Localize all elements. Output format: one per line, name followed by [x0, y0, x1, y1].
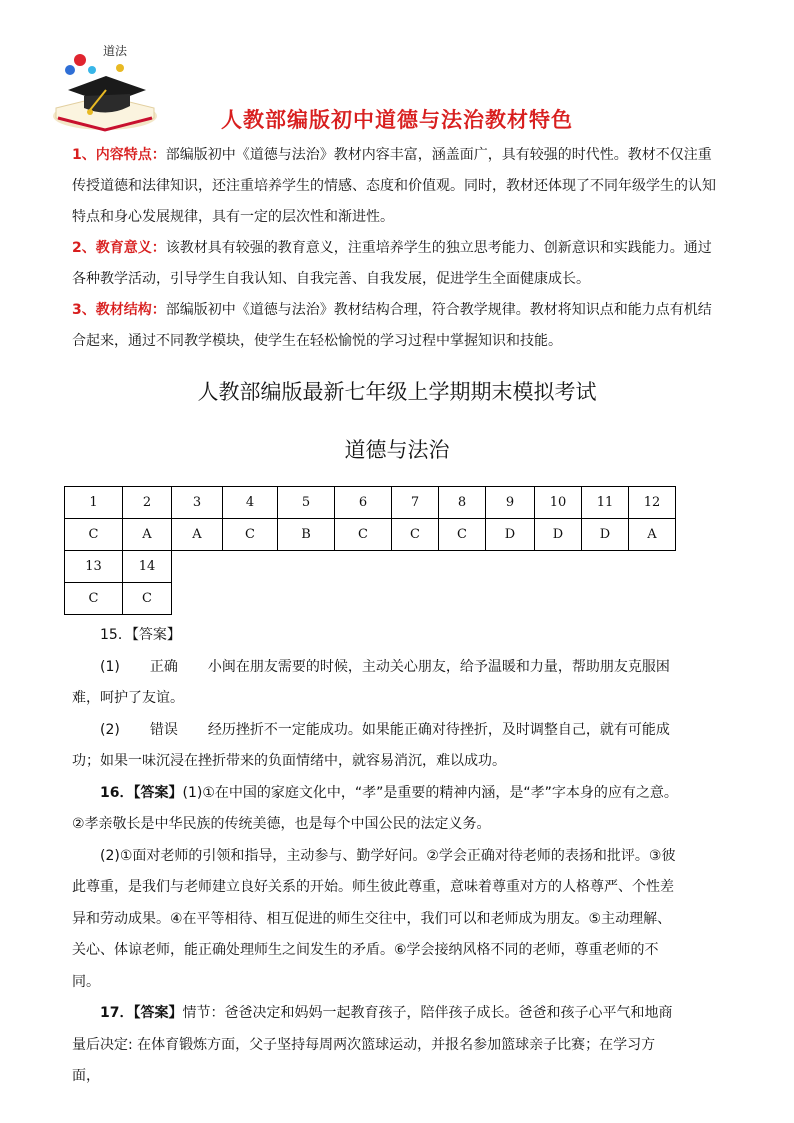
q16-answer-2: (2)①面对老师的引领和指导，主动参与、勤学好问。②学会正确对待老师的表扬和批评。③彼此尊重，是我们与老师建立良好关系的开始。师生彼此尊重，意味着尊重对方的人格尊严、个性差异和劳动成果。④在平等相待、相互促进的师生交往中，我们可以和老师成为朋友。⑤主动理解、关心、体谅老师，能正确处理师生之间发生的矛盾。⑥学会接纳风格不同的老师，尊重老师的不同。	[72, 847, 676, 990]
q15-heading: 15．【答案】	[100, 627, 181, 643]
question-number: 4	[223, 487, 278, 519]
answer-table-row-2	[64, 550, 172, 615]
answer-cell: C	[65, 519, 123, 551]
answer-cell: D	[535, 519, 582, 551]
answer-cell: D	[582, 519, 629, 551]
answer-text: 情节：爸爸决定和妈妈一起教育孩子，陪伴孩子成长。爸爸和孩子心平气和地商量后决定: 在体育锻炼方面，父子坚持每周两次篮球运动，并报名参加篮球亲子比赛；在学习方面，	[72, 1005, 673, 1084]
document-title: 人教部编版初中道德与法治教材特色	[221, 108, 573, 132]
q16-heading: 16．【答案】	[100, 784, 183, 801]
question-number: 9	[486, 487, 535, 519]
answer-cell: C	[223, 519, 278, 551]
answer-cell: C	[65, 583, 123, 615]
question-number: 1	[65, 487, 123, 519]
answer-text: (1)①在中国的家庭文化中，“孝”是重要的精神内涵，是“孝”字本身的应有之意。②孝亲敬长是中华民族的传统美德，也是每个中国公民的法定义务。	[72, 784, 678, 832]
intro-label: 1、内容特点：	[72, 147, 166, 163]
answer-cell: A	[123, 519, 172, 551]
question-number: 8	[439, 487, 486, 519]
question-number-row	[65, 487, 676, 519]
answer-cell: C	[392, 519, 439, 551]
intro-label: 2、教育意义：	[72, 240, 166, 256]
intro-paragraph-2	[72, 233, 722, 295]
question-number: 11	[582, 487, 629, 519]
answer-row	[65, 519, 676, 551]
answer-cell: D	[486, 519, 535, 551]
verdict: 正确	[149, 658, 178, 675]
exam-title: 人教部编版最新七年级上学期期末模拟考试	[197, 380, 597, 404]
question-number: 5	[278, 487, 335, 519]
answer-row	[65, 583, 172, 615]
answer-cell: B	[278, 519, 335, 551]
question-number: 6	[335, 487, 392, 519]
q17-answer	[72, 998, 678, 1093]
answer-body	[72, 620, 678, 1093]
answer-cell: A	[172, 519, 223, 551]
sub-number: (1)	[100, 658, 120, 675]
answer-cell: A	[629, 519, 676, 551]
intro-text: 该教材具有较强的教育意义，注重培养学生的独立思考能力、创新意识和实践能力。通过各种教学活动，引导学生自我认知、自我完善、自我发展，促进学生全面健康成长。	[72, 240, 712, 287]
answer-text: 经历挫折不一定能成功。如果能正确对待挫折，及时调整自己，就有可能成功；如果一味沉浸在挫折带来的负面情绪中，就容易消沉，难以成功。	[72, 721, 670, 769]
question-number: 12	[629, 487, 676, 519]
question-number: 3	[172, 487, 223, 519]
intro-paragraph-1	[72, 140, 722, 233]
answer-table-row-1	[64, 486, 676, 551]
question-number: 10	[535, 487, 582, 519]
logo-label: 道法	[103, 44, 128, 58]
q17-heading: 17．【答案】	[100, 1005, 183, 1021]
q15-answer-1	[72, 652, 678, 715]
question-number: 7	[392, 487, 439, 519]
intro-label: 3、教材结构：	[72, 302, 166, 318]
intro-paragraph-3	[72, 295, 722, 357]
question-number-row	[65, 551, 172, 583]
answer-cell: C	[335, 519, 392, 551]
question-number: 14	[123, 551, 172, 583]
q16-answer-1	[72, 778, 678, 841]
intro-text: 部编版初中《道德与法治》教材结构合理，符合教学规律。教材将知识点和能力点有机结合起来，通过不同教学模块，使学生在轻松愉悦的学习过程中掌握知识和技能。	[72, 302, 712, 349]
intro-section	[72, 140, 722, 357]
question-number: 13	[65, 551, 123, 583]
sub-number: (2)	[100, 721, 120, 738]
question-number: 2	[123, 487, 172, 519]
subject-title: 道德与法治	[344, 438, 450, 462]
q15-answer-2	[72, 715, 678, 778]
answer-cell: C	[439, 519, 486, 551]
verdict: 错误	[149, 721, 178, 738]
answer-text: 小闽在朋友需要的时候，主动关心朋友，给予温暖和力量，帮助朋友克服困难，呵护了友谊。	[72, 658, 670, 706]
intro-text: 部编版初中《道德与法治》教材内容丰富，涵盖面广，具有较强的时代性。教材不仅注重传授道德和法律知识，还注重培养学生的情感、态度和价值观。同时，教材还体现了不同年级学生的认知特点和身心发展规律，具有一定的层次性和渐进性。	[72, 147, 716, 225]
answer-cell: C	[123, 583, 172, 615]
